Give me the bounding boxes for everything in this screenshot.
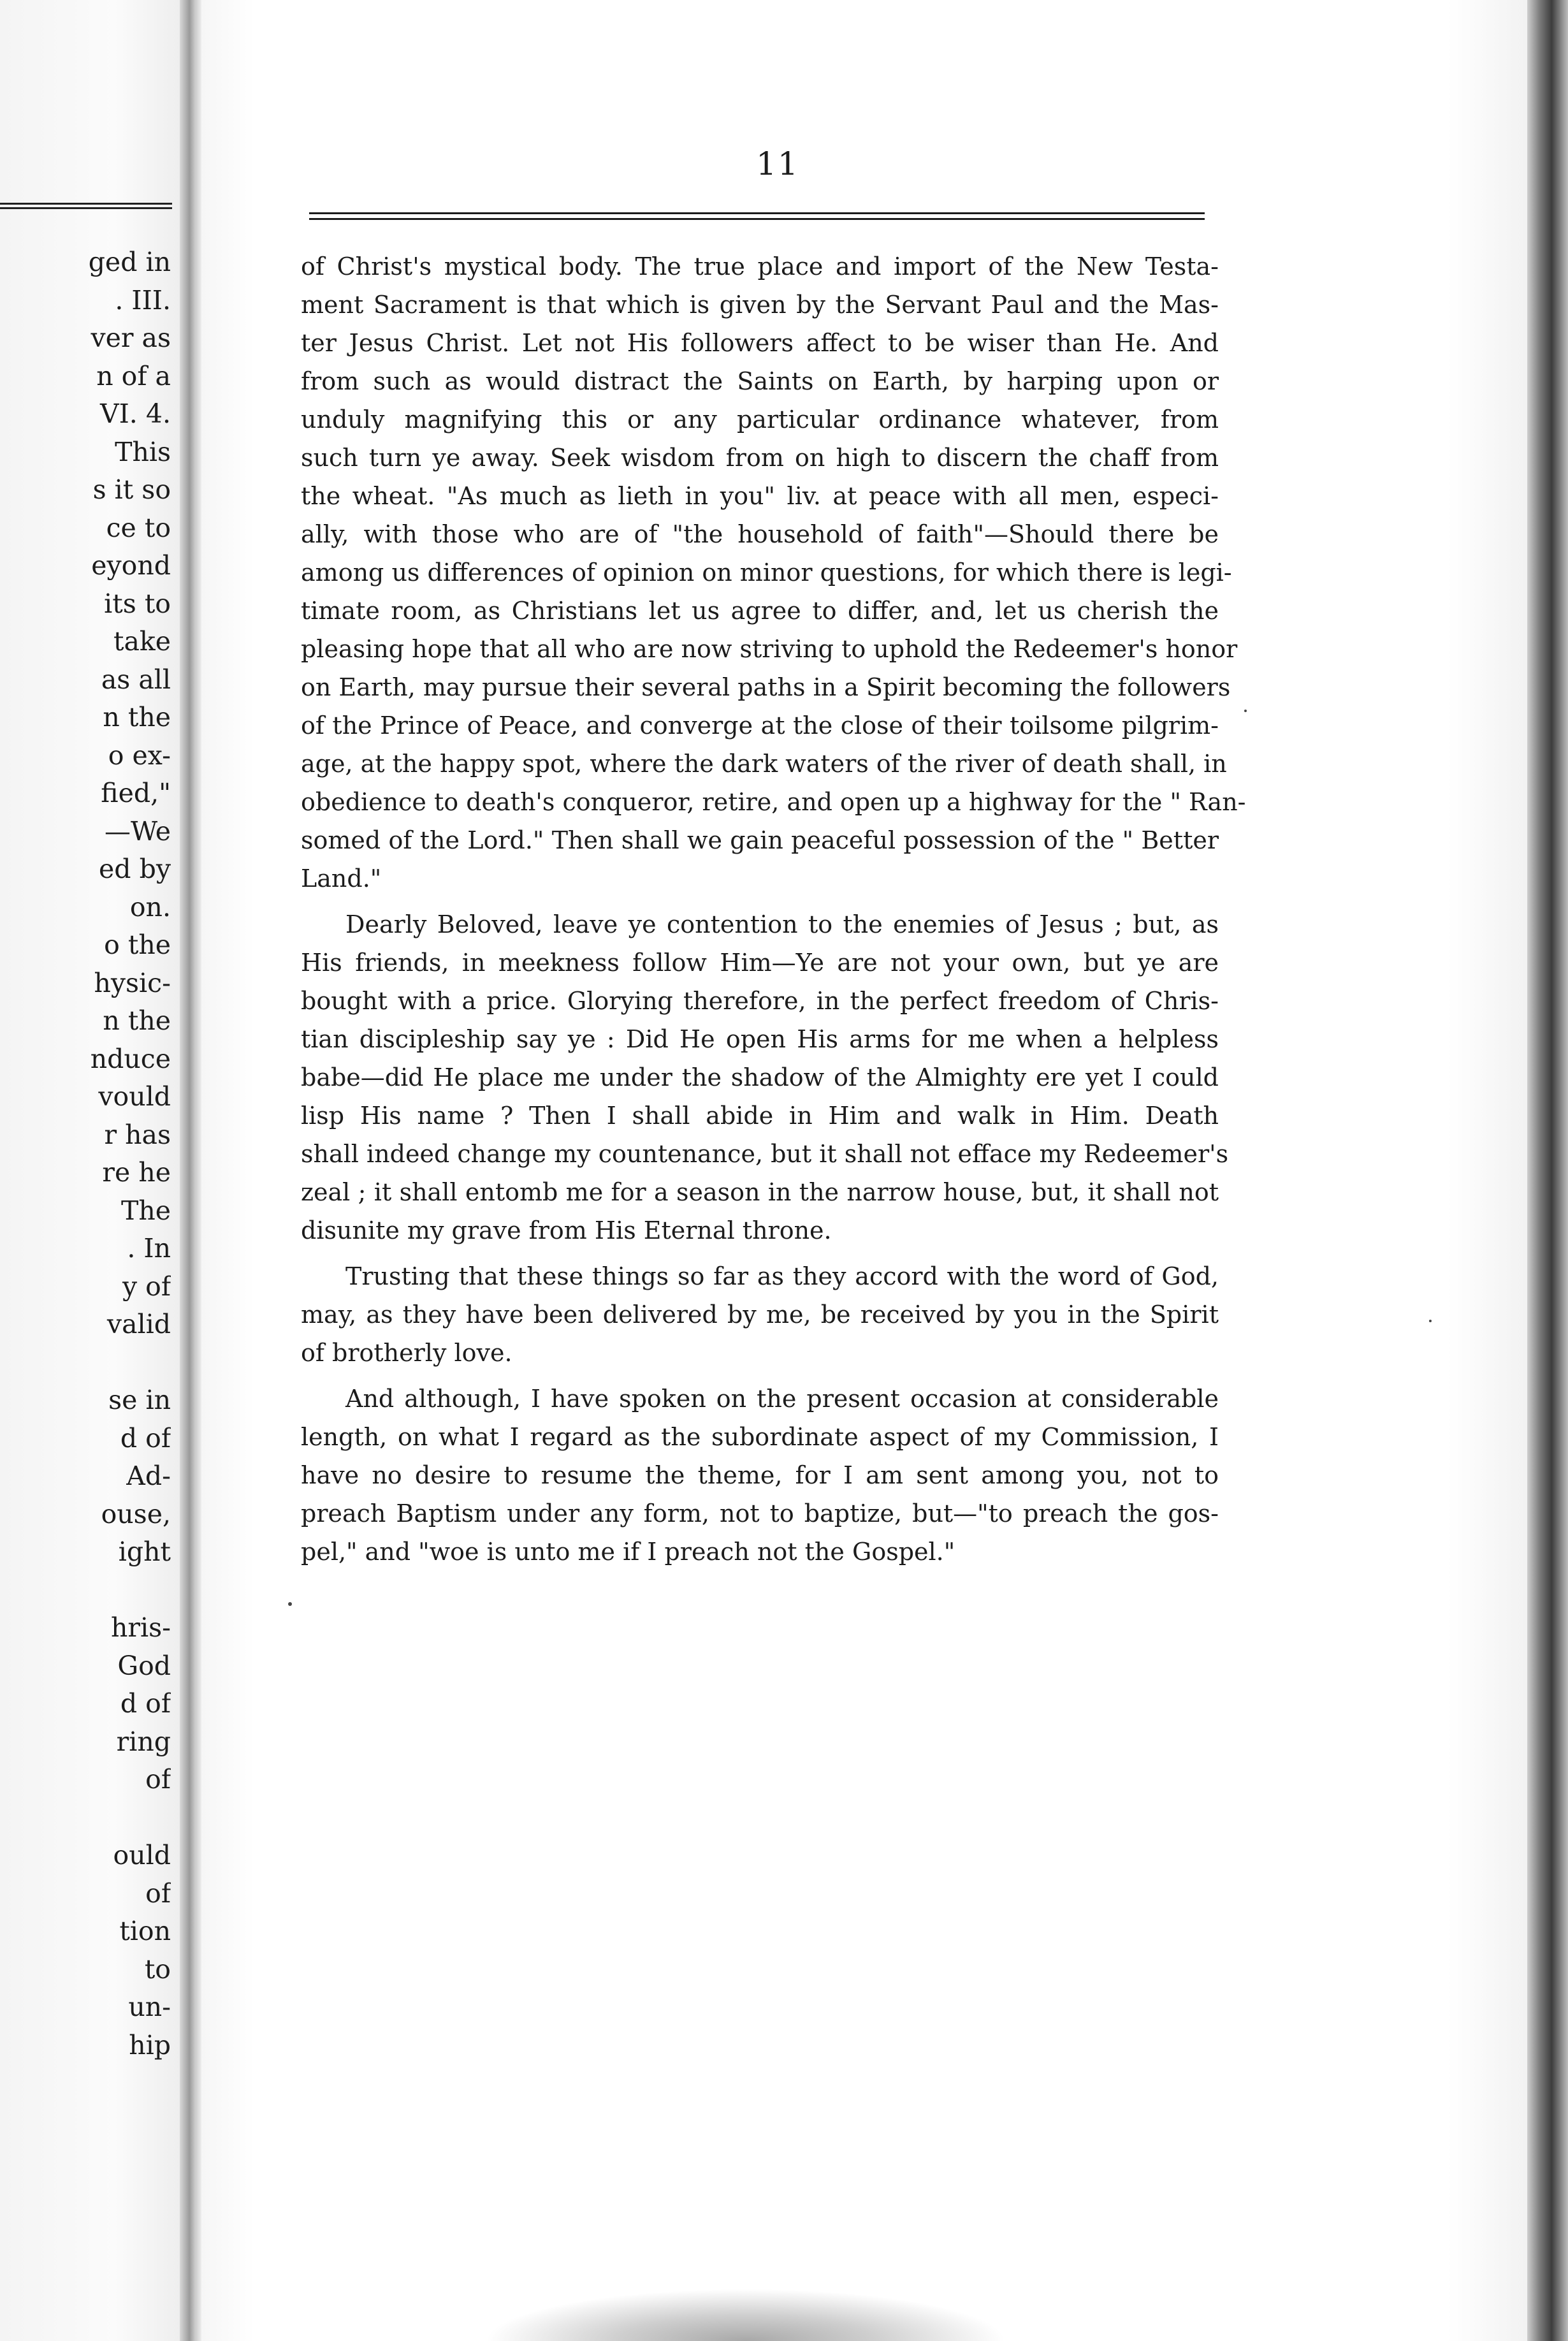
text-line: the wheat. "As much as lieth in you" liv. at peace with all men, especi- bbox=[301, 482, 1219, 510]
left-page-line: ouse, bbox=[101, 1498, 171, 1529]
left-page-line: —We bbox=[104, 815, 171, 847]
text-line: have no desire to resume the theme, for I am sent among you, not to bbox=[301, 1461, 1219, 1489]
text-line: may, as they have been delivered by me, be received by you in the Spirit bbox=[301, 1301, 1219, 1329]
paragraph bbox=[301, 905, 1229, 1250]
text-line: such turn ye away. Seek wisdom from on high to discern the chaff from bbox=[301, 444, 1219, 472]
left-page-line: God bbox=[117, 1650, 171, 1681]
left-page-line: n the bbox=[103, 702, 171, 733]
left-page-line bbox=[0, 1799, 171, 1837]
body-text bbox=[301, 247, 1246, 1571]
text-line: length, on what I regard as the subordinate aspect of my Commission, I bbox=[301, 1423, 1219, 1451]
left-page-line: its to bbox=[104, 588, 171, 619]
ink-speck bbox=[288, 1602, 292, 1606]
left-page-line: hysic- bbox=[94, 967, 171, 998]
text-line: ally, with those who are of "the household of faith"—Should there be bbox=[301, 520, 1219, 548]
left-page-line: o the bbox=[104, 930, 171, 960]
text-line: of brotherly love. bbox=[301, 1339, 512, 1367]
left-page-line: un- bbox=[128, 1992, 171, 2022]
text-line: on Earth, may pursue their several paths in a Spirit becoming the followers bbox=[301, 673, 1231, 701]
text-line: ter Jesus Christ. Let not His followers affect to be wiser than He. And bbox=[301, 329, 1219, 357]
text-line: His friends, in meekness follow Him—Ye are not your own, but ye are bbox=[301, 949, 1219, 977]
text-line: zeal ; it shall entomb me for a season in the narrow house, but, it shall not bbox=[301, 1178, 1219, 1206]
text-line: pleasing hope that all who are now striving to uphold the Redeemer's honor bbox=[301, 635, 1238, 663]
text-line: among us differences of opinion on minor questions, for which there is legi- bbox=[301, 558, 1232, 587]
text-line: obedience to death's conqueror, retire, and open up a highway for the " Ran- bbox=[301, 788, 1246, 816]
left-page-line: ged in bbox=[88, 247, 171, 277]
left-page-line: nduce bbox=[90, 1043, 171, 1074]
book-gutter bbox=[180, 0, 201, 2341]
left-page-line: y of bbox=[122, 1271, 171, 1302]
header-rule bbox=[309, 212, 1205, 220]
left-page-line: r has bbox=[104, 1119, 171, 1150]
left-page-line: n the bbox=[103, 1005, 171, 1036]
text-line: pel," and "woe is unto me if I preach not the Gospel." bbox=[301, 1538, 955, 1566]
text-line: ment Sacrament is that which is given by the Servant Paul and the Mas- bbox=[301, 291, 1219, 319]
left-page-line: Ad- bbox=[126, 1461, 171, 1491]
left-page-line: hip bbox=[129, 2029, 171, 2060]
left-page-line: . In bbox=[127, 1233, 171, 1264]
text-line: And although, I have spoken on the present occasion at considerable bbox=[345, 1385, 1219, 1413]
text-line: Dearly Beloved, leave ye contention to the enemies of Jesus ; but, as bbox=[345, 910, 1219, 938]
left-page-line: VI. 4. bbox=[100, 398, 171, 429]
left-page-line: ver as bbox=[91, 323, 171, 353]
text-line: babe—did He place me under the shadow of the Almighty ere yet I could bbox=[301, 1063, 1219, 1091]
text-line: of the Prince of Peace, and converge at the close of their toilsome pilgrim- bbox=[301, 711, 1219, 740]
paragraph bbox=[301, 1380, 1219, 1571]
left-page-line: tion bbox=[119, 1916, 171, 1946]
left-page-line: eyond bbox=[91, 550, 171, 581]
text-line: bought with a price. Glorying therefore, in the perfect freedom of Chris- bbox=[301, 987, 1219, 1015]
text-line: timate room, as Christians let us agree to differ, and, let us cherish the bbox=[301, 597, 1219, 625]
left-page-line bbox=[0, 1344, 171, 1382]
text-line: somed of the Lord." Then shall we gain peaceful possession of the " Better bbox=[301, 826, 1219, 854]
left-page-line: ring bbox=[116, 1726, 171, 1757]
paragraph bbox=[301, 1257, 1219, 1372]
left-page-line bbox=[0, 1572, 171, 1610]
left-page-line: ed by bbox=[99, 854, 171, 884]
left-page-line: re he bbox=[102, 1157, 171, 1188]
text-line: tian discipleship say ye : Did He open His arms for me when a helpless bbox=[301, 1025, 1219, 1053]
left-page-line: ight bbox=[118, 1536, 171, 1567]
left-page-line: This bbox=[115, 436, 171, 467]
text-line: unduly magnifying this or any particular ordinance whatever, from bbox=[301, 405, 1219, 434]
left-page-header-rule bbox=[0, 203, 172, 209]
ink-speck bbox=[1429, 1320, 1432, 1322]
left-page-line: The bbox=[120, 1195, 171, 1226]
left-page-line: d of bbox=[120, 1688, 171, 1719]
text-line: preach Baptism under any form, not to baptize, but—"to preach the gos- bbox=[301, 1499, 1219, 1528]
left-page-line: n of a bbox=[96, 360, 171, 391]
left-page-line: ould bbox=[113, 1840, 171, 1871]
left-page-line: vould bbox=[98, 1081, 171, 1112]
left-page-line: ce to bbox=[106, 512, 171, 543]
paper-stain bbox=[484, 2289, 1007, 2341]
left-page-line: on. bbox=[129, 891, 171, 923]
left-page-line: s it so bbox=[92, 474, 171, 505]
left-page-line: of bbox=[145, 1878, 171, 1909]
left-page-line: as all bbox=[101, 664, 171, 695]
left-page-line: . III. bbox=[115, 284, 171, 316]
ink-speck bbox=[1244, 710, 1247, 712]
text-line: Land." bbox=[301, 864, 382, 893]
left-facing-page bbox=[0, 0, 191, 2341]
text-line: shall indeed change my countenance, but it shall not efface my Redeemer's bbox=[301, 1140, 1229, 1168]
left-page-line: take bbox=[113, 626, 171, 657]
text-line: disunite my grave from His Eternal throne. bbox=[301, 1216, 832, 1244]
text-line: of Christ's mystical body. The true place and import of the New Testa- bbox=[301, 252, 1219, 281]
left-page-line: valid bbox=[106, 1309, 171, 1339]
text-line: lisp His name ? Then I shall abide in Him and walk in Him. Death bbox=[301, 1102, 1219, 1130]
left-page-line: to bbox=[144, 1953, 171, 1985]
paragraph bbox=[301, 247, 1246, 898]
text-line: Trusting that these things so far as they accord with the word of God, bbox=[345, 1262, 1219, 1290]
left-page-line: of bbox=[145, 1764, 171, 1795]
left-page-line: fied," bbox=[101, 778, 171, 808]
left-page-line: hris- bbox=[110, 1612, 171, 1643]
text-line: from such as would distract the Saints on Earth, by harping upon or bbox=[301, 367, 1219, 395]
left-page-line: d of bbox=[120, 1422, 171, 1454]
left-page-line: se in bbox=[108, 1385, 171, 1415]
page-number: 11 bbox=[756, 145, 799, 182]
left-page-line: o ex- bbox=[108, 740, 171, 771]
left-page-text-fragments bbox=[0, 244, 171, 2064]
page-edge-shadow bbox=[1527, 0, 1568, 2341]
text-line: age, at the happy spot, where the dark waters of the river of death shall, in bbox=[301, 750, 1227, 778]
